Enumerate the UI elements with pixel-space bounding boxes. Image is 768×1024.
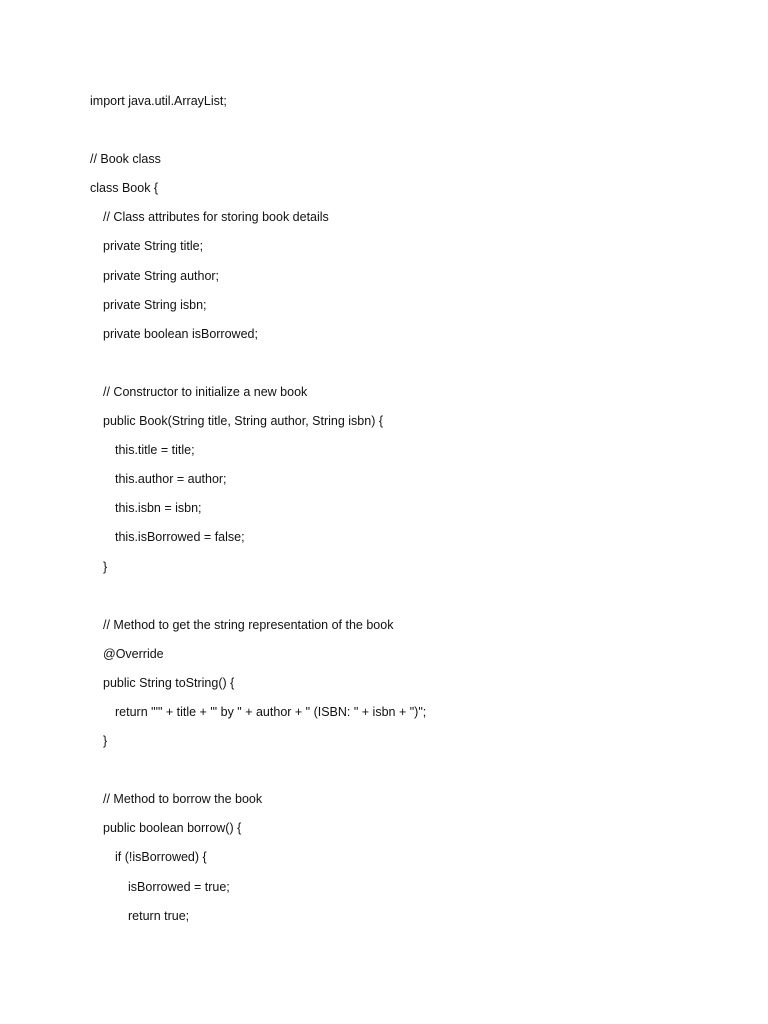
code-line: private boolean isBorrowed;: [103, 326, 258, 341]
code-line: private String author;: [103, 268, 220, 283]
code-line: // Book class: [90, 152, 161, 167]
code-line: return true;: [128, 908, 190, 923]
code-line: this.isbn = isbn;: [115, 501, 202, 516]
code-line: // Constructor to initialize a new book: [103, 384, 308, 399]
code-line: }: [103, 559, 108, 574]
blank-line: [90, 756, 710, 785]
code-line: }: [103, 734, 108, 749]
code-line: private String title;: [103, 239, 204, 254]
code-listing: [90, 87, 710, 931]
code-line: public boolean borrow() {: [103, 821, 242, 836]
code-line: public String toString() {: [103, 675, 235, 690]
code-line: this.isBorrowed = false;: [115, 530, 245, 545]
code-line: if (!isBorrowed) {: [115, 850, 207, 865]
code-line: private String isbn;: [103, 297, 207, 312]
code-line: return "'" + title + "' by " + author + " (ISBN: " + isbn + ")";: [115, 704, 427, 719]
code-line: import java.util.ArrayList;: [90, 94, 227, 108]
blank-line: [90, 582, 710, 611]
blank-line: [90, 349, 710, 378]
code-line: @Override: [103, 646, 164, 661]
code-line: // Class attributes for storing book details: [103, 210, 329, 225]
code-line: isBorrowed = true;: [128, 879, 230, 894]
code-line: this.author = author;: [115, 472, 227, 487]
code-line: class Book {: [90, 181, 159, 196]
blank-line: [90, 116, 710, 145]
code-line: // Method to borrow the book: [103, 792, 263, 807]
code-line: this.title = title;: [115, 443, 195, 458]
code-line: public Book(String title, String author, String isbn) {: [103, 414, 384, 429]
code-line: // Method to get the string representation of the book: [103, 617, 394, 632]
